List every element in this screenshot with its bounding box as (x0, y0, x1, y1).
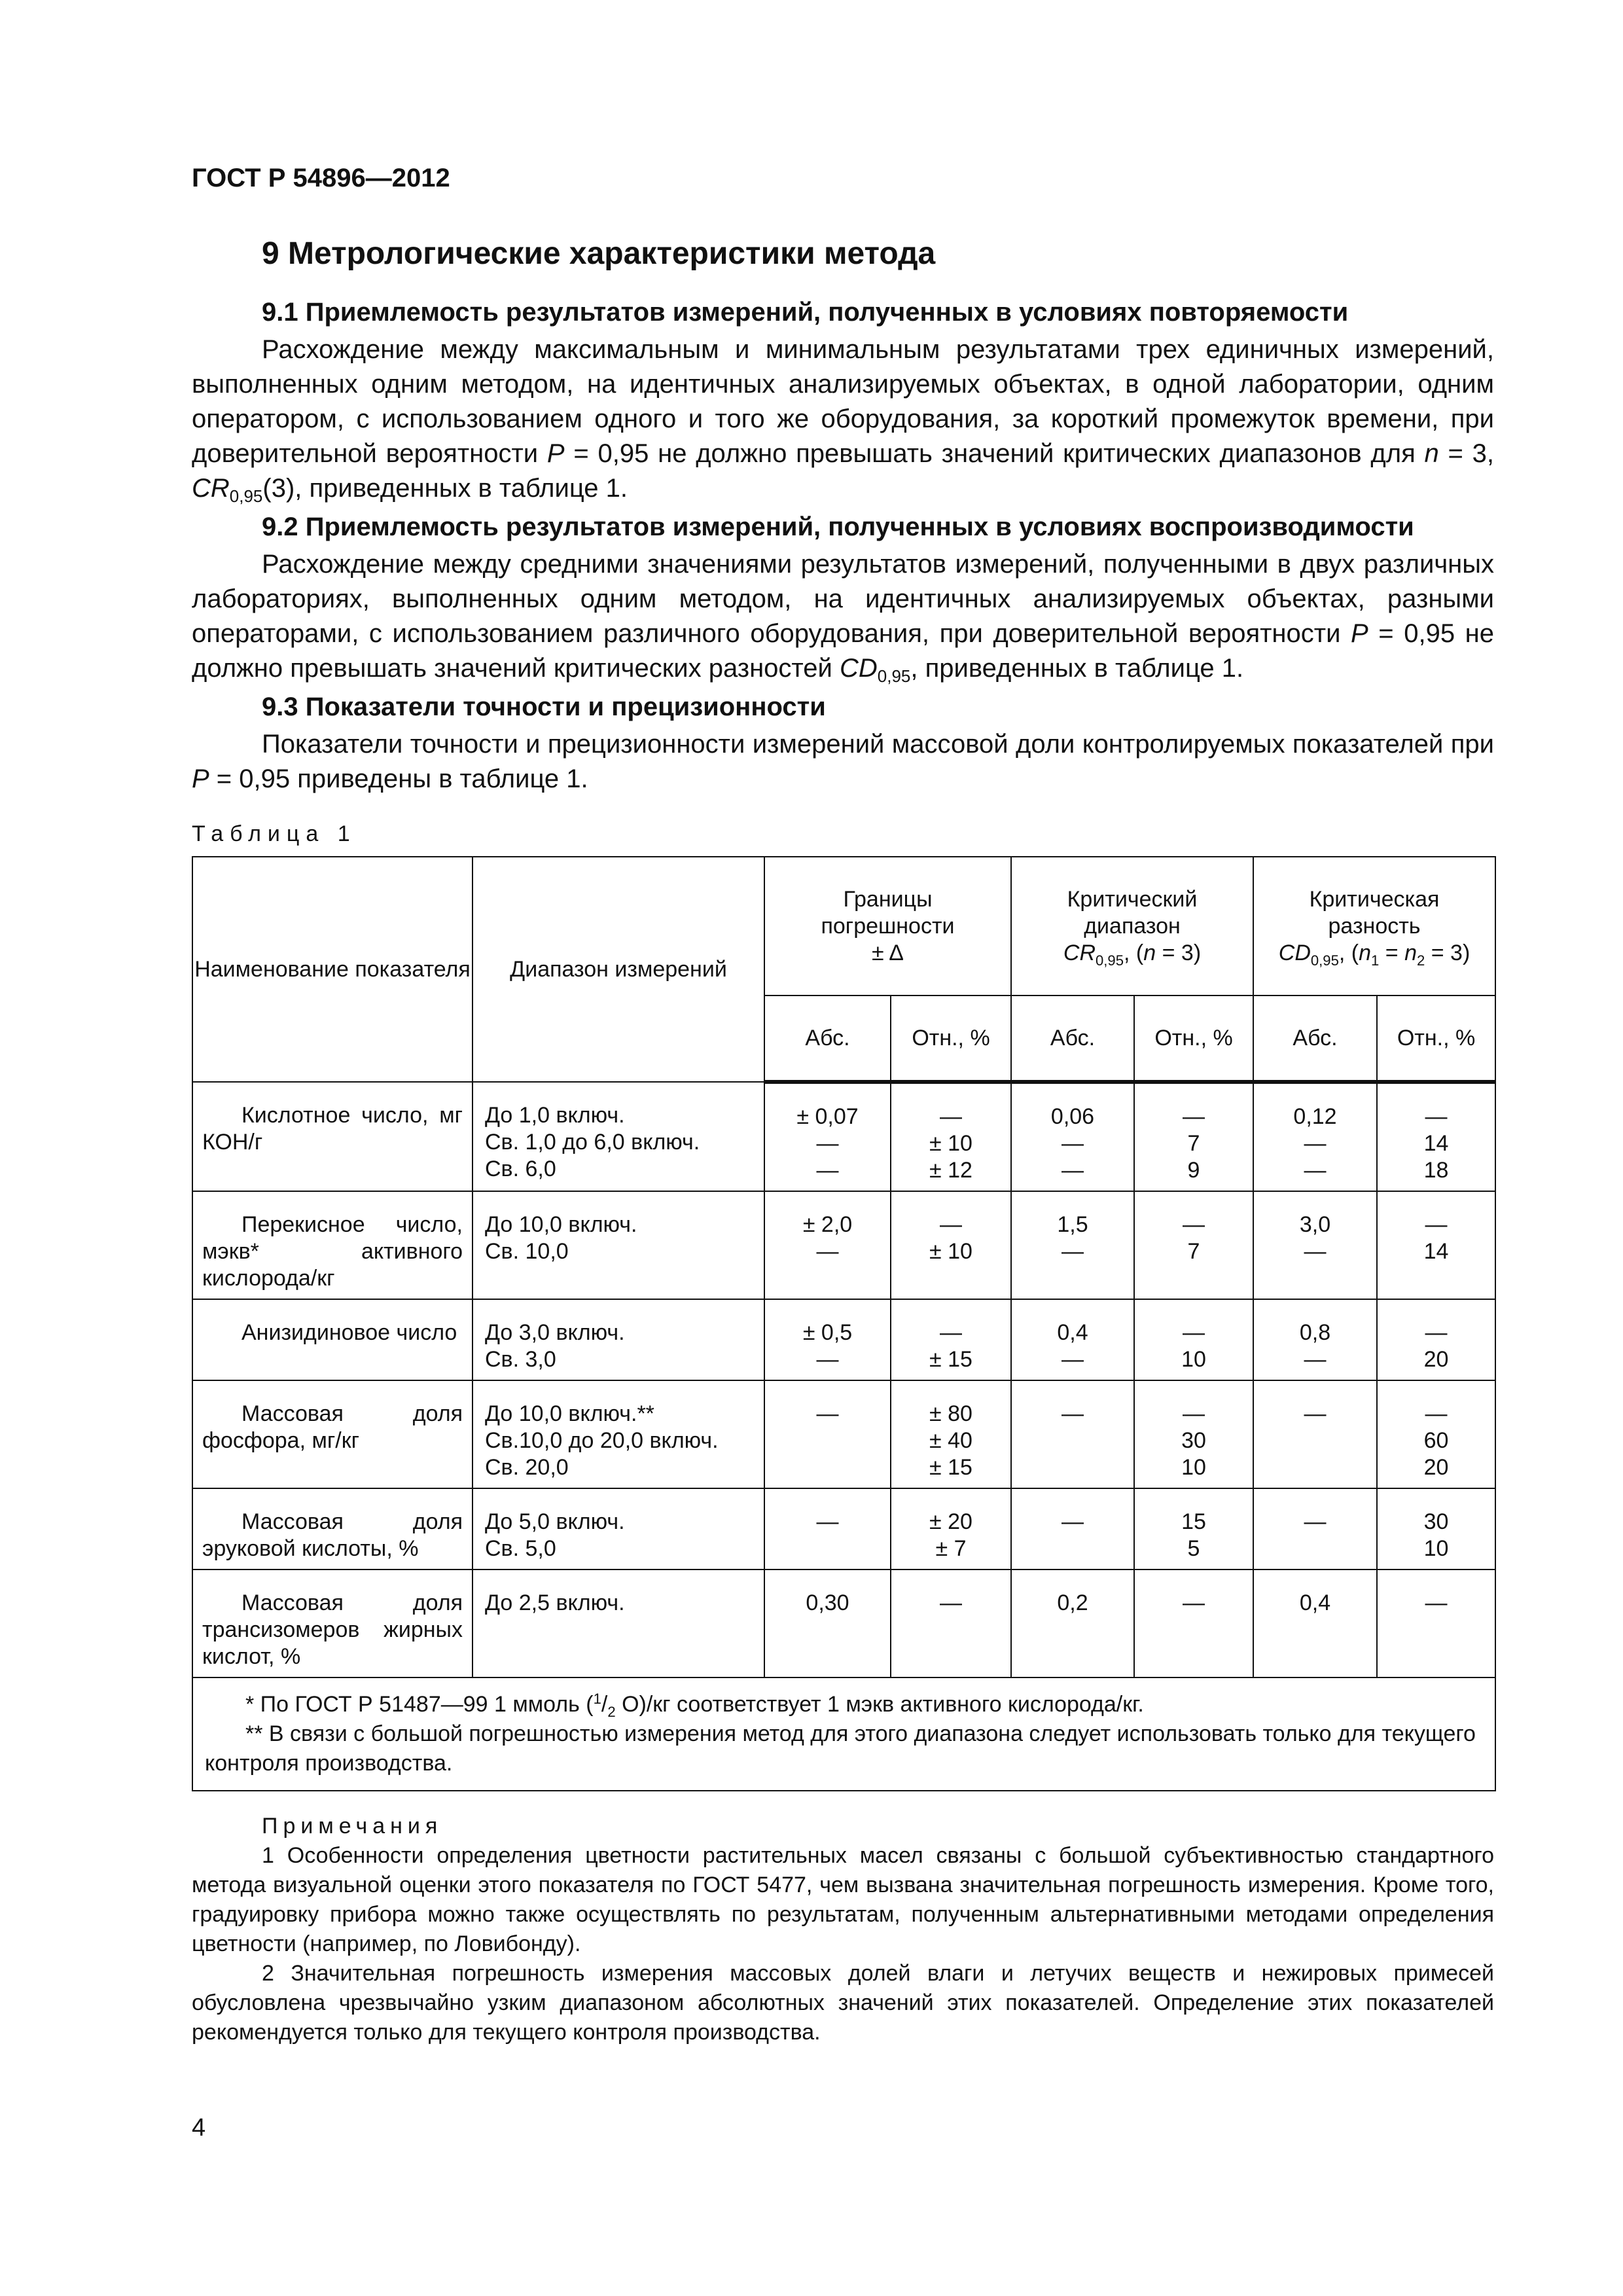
metrology-table (192, 856, 1496, 1791)
measurement-range: До 5,0 включ. Св. 5,0 (473, 1488, 764, 1570)
header-cr-rel: Отн., % (1134, 996, 1253, 1082)
paragraph-9-2: Расхождение между средними значениями результатов измерений, полученными в двух различных лабораториях, выполненных одним методом, на идентичных анализируемых объектах, разными операторами, с использованием различного оборудования, при доверительной вероятности P = 0,95 не должно превышать значений критических разностей $CD_{0,95}$, приведенных в таблице 1. (192, 550, 1494, 686)
header-critical-difference: Критическая разность $CD_{0,95}$, $(n_1 = n_2 = 3)$ (1253, 857, 1495, 996)
page-number: 4 (192, 2114, 206, 2142)
table-caption: Таблица 1 (192, 821, 357, 846)
header-error-rel: Отн., % (891, 996, 1011, 1082)
document-id: ГОСТ Р 54896—2012 (192, 164, 450, 192)
subsection-title-9-1: 9.1 Приемлемость результатов измерений, полученных в условиях повторяемости (262, 298, 1349, 327)
cell-error-rel: ± 20 ± 7 (891, 1488, 1011, 1570)
footnote-2: ** В связи с большой погрешностью измерения метод для этого диапазона следует использовать только для текущего контроля производства. (205, 1721, 1476, 1776)
cell-cd-rel: — (1377, 1570, 1495, 1677)
notes-title: Примечания (262, 1814, 443, 1839)
cell-error-rel: ± 80 ± 40 ± 15 (891, 1380, 1011, 1488)
note-1: 1 Особенности определения цветности растительных масел связаны с большой субъективностью стандартного метода визуальной оценки этого показателя по ГОСТ 5477, чем вызвана значительная погрешность измерения. Кроме того, градуировку прибора можно также осуществлять по результатам, полученным альтернативными методами определения цветности (например, по Ловибонду). (192, 1843, 1494, 1956)
cell-cd-abs: 0,12 — — (1253, 1082, 1377, 1191)
measurement-range: До 2,5 включ. (473, 1570, 764, 1677)
table-row (192, 1570, 1495, 1677)
cell-cr-abs: 1,5 — (1011, 1191, 1134, 1299)
header-error-abs: Абс. (764, 996, 891, 1082)
header-range: Диапазон измерений (473, 857, 764, 1082)
cell-cd-abs: 0,4 (1253, 1570, 1377, 1677)
table-row (192, 1488, 1495, 1570)
cell-error-rel: — (891, 1570, 1011, 1677)
cell-cr-abs: — (1011, 1488, 1134, 1570)
cell-cd-rel: — 20 (1377, 1299, 1495, 1380)
table-row (192, 1191, 1495, 1299)
cell-error-abs: — (764, 1488, 891, 1570)
header-cr-abs: Абс. (1011, 996, 1134, 1082)
header-name: Наименование показателя (192, 857, 473, 1082)
cell-error-rel: — ± 15 (891, 1299, 1011, 1380)
table-row (192, 1380, 1495, 1488)
cell-error-abs: — (764, 1380, 891, 1488)
cell-cr-rel: — 7 9 (1134, 1082, 1253, 1191)
indicator-name: Массовая доля трансизомеров жирных кислот, % (192, 1570, 473, 1677)
cell-cr-rel: — 30 10 (1134, 1380, 1253, 1488)
header-cd-abs: Абс. (1253, 996, 1377, 1082)
indicator-name: Перекисное число, мэкв* активного кислорода/кг (192, 1191, 473, 1299)
table-footnotes (192, 1677, 1495, 1791)
subsection-title-9-3: 9.3 Показатели точности и прецизионности (262, 692, 826, 721)
measurement-range: До 10,0 включ.** Св.10,0 до 20,0 включ. Св. 20,0 (473, 1380, 764, 1488)
cell-cd-rel: — 14 (1377, 1191, 1495, 1299)
cell-cr-rel: — 10 (1134, 1299, 1253, 1380)
cell-error-abs: ± 0,5 — (764, 1299, 891, 1380)
header-cd-rel: Отн., % (1377, 996, 1495, 1082)
cell-error-abs: 0,30 (764, 1570, 891, 1677)
cell-error-abs: ± 2,0 — (764, 1191, 891, 1299)
cell-cr-abs: 0,2 (1011, 1570, 1134, 1677)
section-title: 9 Метрологические характеристики метода (262, 236, 936, 271)
cell-cr-abs: 0,06 — — (1011, 1082, 1134, 1191)
cell-cr-rel: 15 5 (1134, 1488, 1253, 1570)
cell-cd-rel: — 60 20 (1377, 1380, 1495, 1488)
header-critical-range: Критический диапазон $CR_{0,95}$, (n = 3) (1011, 857, 1253, 996)
table-body (192, 1082, 1495, 1677)
cell-cd-abs: — (1253, 1488, 1377, 1570)
cell-cr-abs: 0,4 — (1011, 1299, 1134, 1380)
table-row (192, 1082, 1495, 1191)
footnote-1: * По ГОСТ Р 51487—99 1 ммоль ($^1/_2$ О)/кг соответствует 1 мэкв активного кислорода/кг. (245, 1691, 1144, 1720)
paragraph-9-3: Показатели точности и прецизионности измерений массовой доли контролируемых показателей при P = 0,95 приведены в таблице 1. (192, 730, 1494, 793)
header-error: Границы погрешности ± Δ (764, 857, 1011, 996)
subsection-title-9-2: 9.2 Приемлемость результатов измерений, полученных в условиях воспроизводимости (262, 512, 1414, 541)
cell-cd-rel: — 14 18 (1377, 1082, 1495, 1191)
cell-cd-abs: 3,0 — (1253, 1191, 1377, 1299)
paragraph-9-1: Расхождение между максимальным и минимальным результатами трех единичных измерений, выполненных одним методом, на идентичных анализируемых объектах, в одной лаборатории, одним оператором, с использованием одного и того же оборудования, за короткий промежуток времени, при доверительной вероятности P = 0,95 не должно превышать значений критических диапазонов для n = 3, $CR_{0,95}(3)$, приведенных в таблице 1. (192, 335, 1494, 506)
indicator-name: Анизидиновое число (192, 1299, 473, 1380)
cell-cr-abs: — (1011, 1380, 1134, 1488)
notes-block (192, 1812, 1494, 2047)
cell-error-rel: — ± 10 ± 12 (891, 1082, 1011, 1191)
indicator-name: Кислотное число, мг КОН/г (192, 1082, 473, 1191)
cell-error-rel: — ± 10 (891, 1191, 1011, 1299)
cell-cr-rel: — (1134, 1570, 1253, 1677)
section-body (192, 236, 1494, 803)
cell-cd-abs: — (1253, 1380, 1377, 1488)
measurement-range: До 10,0 включ. Св. 10,0 (473, 1191, 764, 1299)
indicator-name: Массовая доля эруковой кислоты, % (192, 1488, 473, 1570)
measurement-range: До 1,0 включ. Св. 1,0 до 6,0 включ. Св. 6,0 (473, 1082, 764, 1191)
table-row (192, 1299, 1495, 1380)
cell-cd-rel: 30 10 (1377, 1488, 1495, 1570)
cell-error-abs: ± 0,07 — — (764, 1082, 891, 1191)
cell-cr-rel: — 7 (1134, 1191, 1253, 1299)
cell-cd-abs: 0,8 — (1253, 1299, 1377, 1380)
measurement-range: До 3,0 включ. Св. 3,0 (473, 1299, 764, 1380)
indicator-name: Массовая доля фосфора, мг/кг (192, 1380, 473, 1488)
note-2: 2 Значительная погрешность измерения массовых долей влаги и летучих веществ и нежировых примесей обусловлена чрезвычайно узким диапазоном абсолютных значений этих показателей. Определение этих показателей рекомендуется только для текущего контроля производства. (192, 1961, 1494, 2045)
